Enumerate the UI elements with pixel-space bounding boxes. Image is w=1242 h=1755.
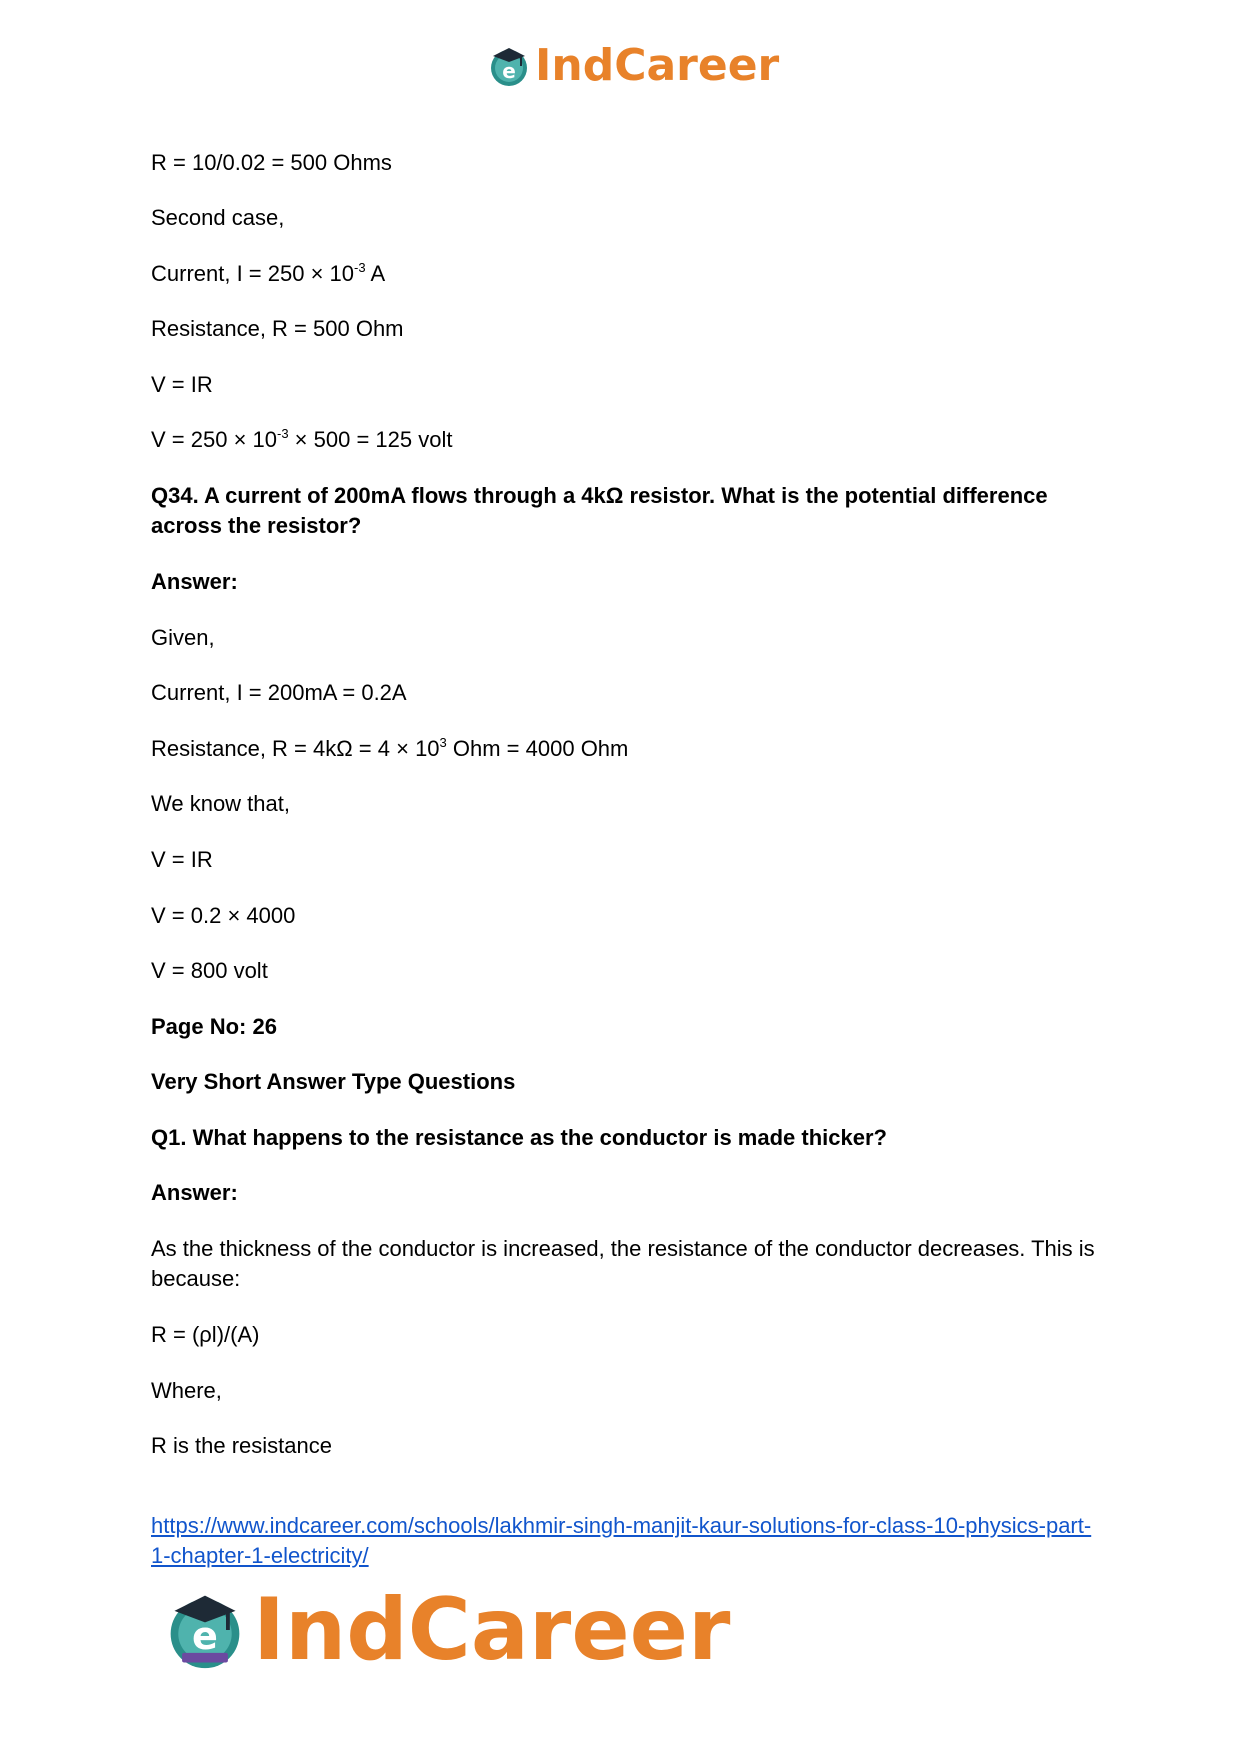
text-line: Current, $I = 250 \times 10^{-3}$ A — [151, 260, 386, 286]
answer-heading: Answer: — [151, 1180, 238, 1205]
section-heading: Very Short Answer Type Questions — [151, 1069, 516, 1094]
superscript: -3 — [277, 426, 289, 441]
graduation-globe-icon — [163, 1587, 247, 1673]
text-line: $V = 250 \times 10^{-3} \times 500 = 125$ volt — [151, 426, 453, 452]
source-link[interactable]: https://www.indcareer.com/schools/lakhmir-singh-manjit-kaur-solutions-for-class-10-physics-part-1-chapter-1-electricity/ — [151, 1513, 1092, 1568]
text-line: Current, I = 200mA = 0.2A — [151, 680, 407, 705]
superscript: 3 — [439, 735, 447, 750]
header-logo — [487, 40, 779, 91]
text-line: We know that, — [151, 791, 290, 816]
footer-logo — [163, 1580, 730, 1680]
graduation-globe-icon — [487, 44, 531, 88]
brand-wordmark: IndCareer — [253, 1580, 731, 1680]
text-line: Where, — [151, 1378, 222, 1403]
text-line: Resistance, R = 500 Ohm — [151, 316, 404, 341]
text-line: V = 800 volt — [151, 958, 268, 983]
superscript: -3 — [354, 260, 366, 275]
text-line: V = IR — [151, 372, 213, 397]
text-line: R = 10/0.02 = 500 Ohms — [151, 150, 392, 175]
question-q1: Q1. What happens to the resistance as the conductor is made thicker? — [151, 1125, 887, 1150]
answer-heading: Answer: — [151, 569, 238, 594]
page-number: Page No: 26 — [151, 1014, 277, 1039]
svg-text:e: e — [502, 58, 516, 83]
text-line: V = IR — [151, 847, 213, 872]
formula: R = (ρl)/(A) — [151, 1322, 260, 1347]
svg-text:e: e — [192, 1615, 218, 1660]
text-line: Second case, — [151, 205, 285, 230]
text-line: R is the resistance — [151, 1433, 332, 1458]
answer-paragraph: As the thickness of the conductor is increased, the resistance of the conductor decreases. This is because: — [151, 1236, 1095, 1291]
question-q34: Q34. A current of 200mA flows through a 4kΩ resistor. What is the potential difference across the resistor? — [151, 483, 1048, 538]
brand-wordmark: IndCareer — [535, 40, 780, 91]
text-line: Resistance, $R = 4k\Omega = 4 \times 10^3$ Ohm = 4000 Ohm — [151, 735, 629, 761]
text-line: Given, — [151, 625, 215, 650]
text-line: V = 0.2 × 4000 — [151, 903, 296, 928]
